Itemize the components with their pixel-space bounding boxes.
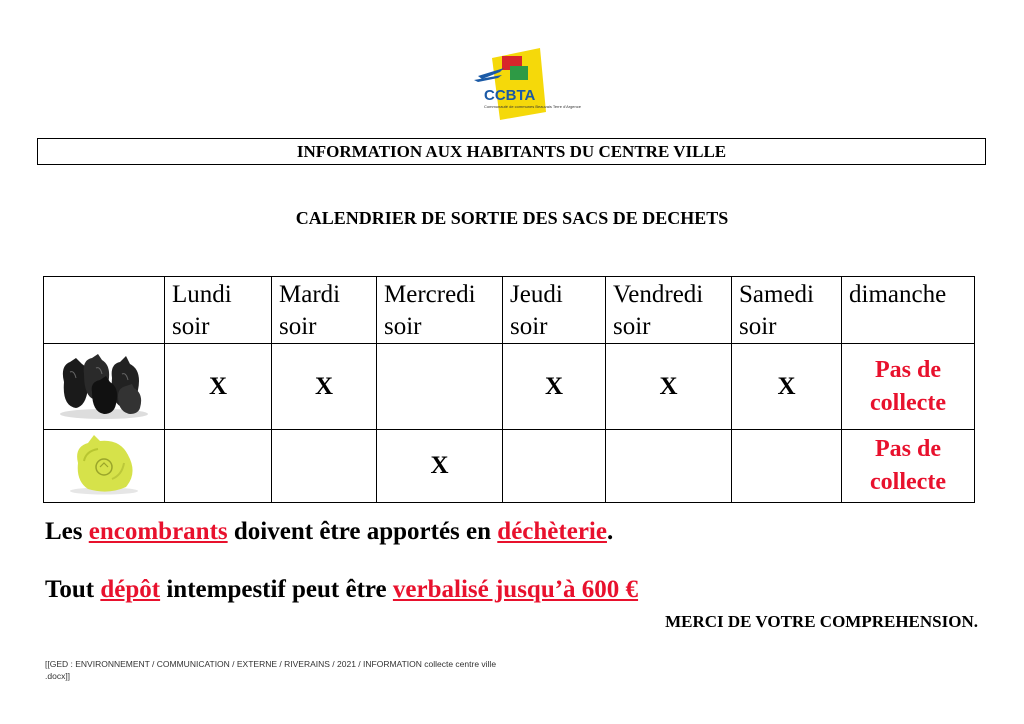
mark-vendredi: X — [606, 344, 732, 430]
yellow-bag-cell — [44, 430, 165, 503]
black-bags-cell — [44, 344, 165, 430]
no-collection-sunday: Pas de collecte — [842, 344, 975, 430]
no-collection-sunday: Pas de collecte — [842, 430, 975, 503]
day-header-samedi: Samedi soir — [732, 277, 842, 344]
black-garbage-bags-icon — [56, 348, 152, 420]
yellow-recycling-bag-icon — [64, 433, 144, 495]
mark-lundi: X — [165, 344, 272, 430]
day-header-vendredi: Vendredi soir — [606, 277, 732, 344]
bulky-waste-notice: Les encombrants doivent être apportés en déchèterie. — [45, 518, 614, 545]
day-header-lundi: Lundi soir — [165, 277, 272, 344]
mark-mercredi — [377, 344, 503, 430]
day-header-mercredi: Mercredi soir — [377, 277, 503, 344]
mark-mardi: X — [272, 344, 377, 430]
document-path-footer: [[GED : ENVIRONNEMENT / COMMUNICATION / EXTERNE / RIVERAINS / 2021 / INFORMATION collecte centre ville .docx]] — [45, 659, 497, 681]
collection-calendar-table — [43, 276, 975, 503]
header-row — [44, 277, 975, 344]
calendar-title: CALENDRIER DE SORTIE DES SACS DE DECHETS — [295, 208, 729, 228]
corner-cell — [44, 277, 165, 344]
mark-jeudi — [503, 430, 606, 503]
logo-tagline: Communauté de communes Beauvais Terre d'Argence — [484, 104, 581, 109]
mark-mardi — [272, 430, 377, 503]
info-banner — [37, 138, 986, 165]
banner-text: INFORMATION AUX HABITANTS DU CENTRE VILLE — [296, 141, 727, 161]
mark-samedi — [732, 430, 842, 503]
encombrants-highlight: encombrants — [88, 518, 228, 545]
table-row — [44, 344, 975, 430]
table-row — [44, 430, 975, 503]
mark-samedi: X — [732, 344, 842, 430]
day-header-mardi: Mardi soir — [272, 277, 377, 344]
fine-amount-highlight: verbalisé jusqu’à 600 € — [392, 576, 639, 603]
mark-jeudi: X — [503, 344, 606, 430]
ccbta-logo — [470, 42, 581, 124]
thank-you-note: MERCI DE VOTRE COMPREHENSION. — [665, 612, 978, 631]
day-header-dimanche: dimanche — [842, 277, 975, 344]
depot-highlight: dépôt — [100, 576, 161, 603]
mark-mercredi: X — [377, 430, 503, 503]
decheterie-highlight: déchèterie — [497, 518, 607, 545]
mark-vendredi — [606, 430, 732, 503]
mark-lundi — [165, 430, 272, 503]
day-header-jeudi: Jeudi soir — [503, 277, 606, 344]
logo-text: CCBTA — [484, 87, 536, 104]
fine-warning-notice: Tout dépôt intempestif peut être verbalisé jusqu’à 600 € — [45, 576, 639, 603]
